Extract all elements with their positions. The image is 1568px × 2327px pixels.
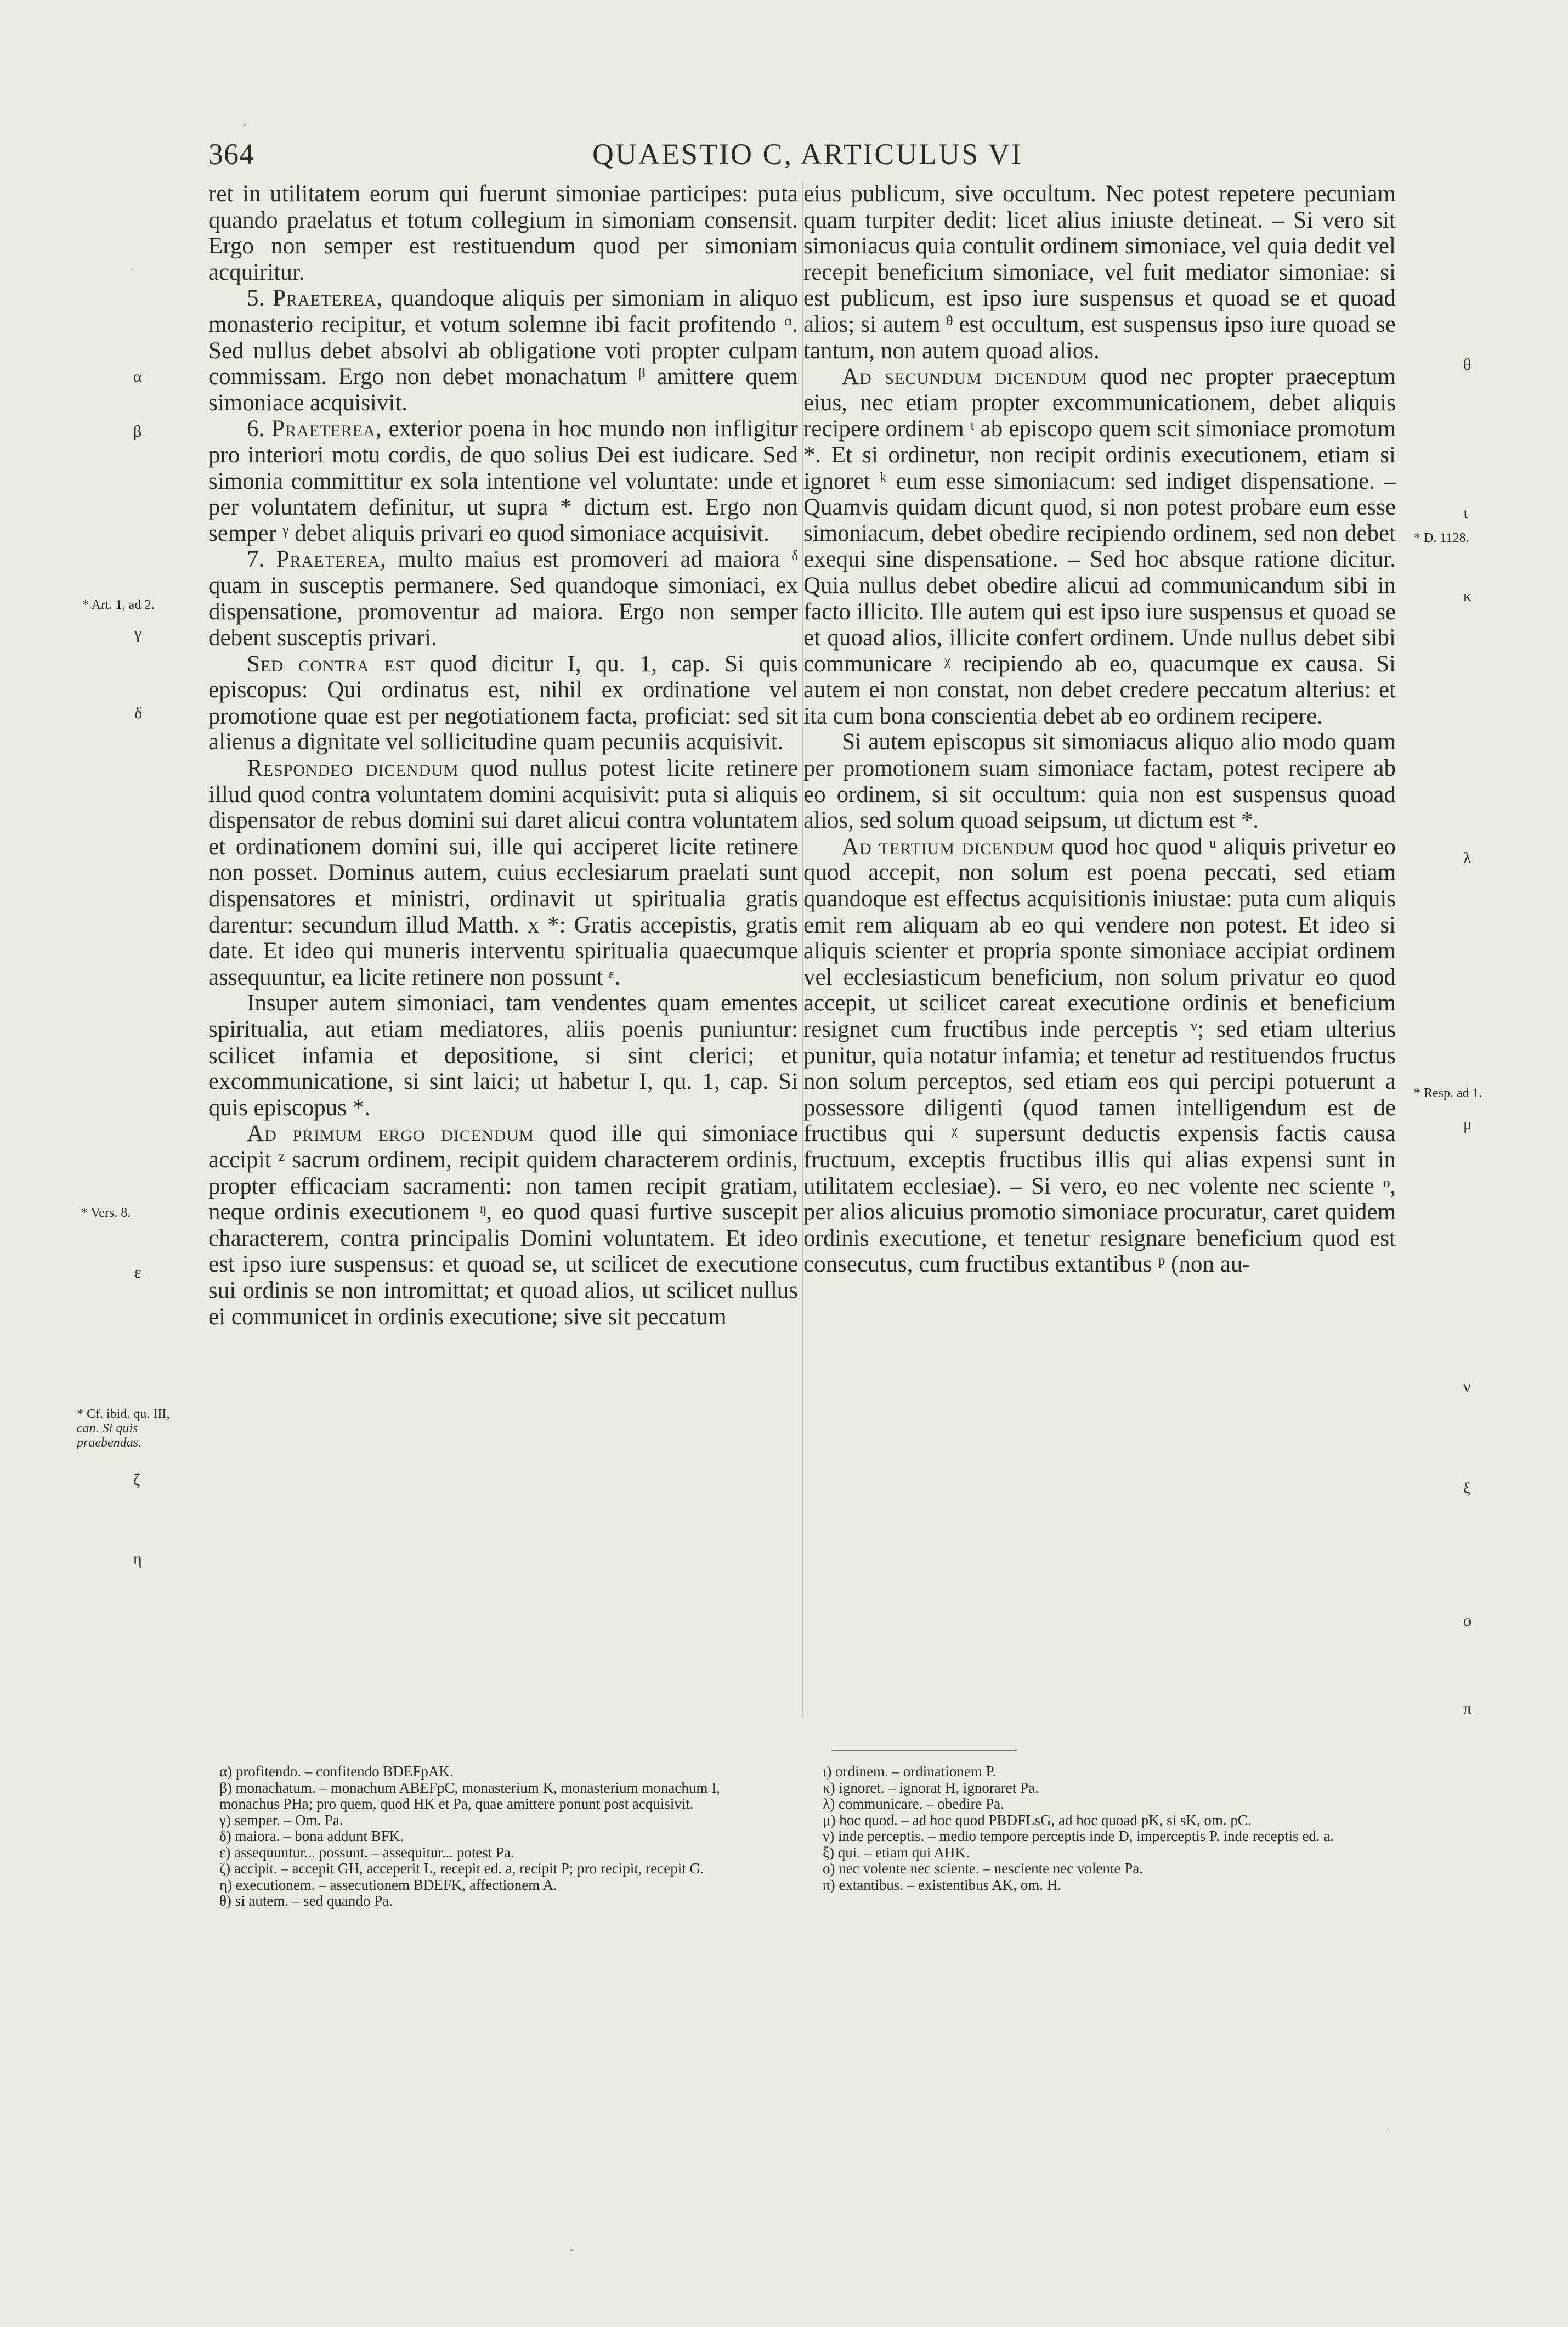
left-text-column [208,181,798,1330]
margin-pi: π [1463,1699,1472,1718]
paragraph [803,364,1396,729]
footnote: ε) assequuntur... possunt. – assequitur... potest Pa. [219,1844,514,1861]
paragraph [208,651,798,755]
running-head: QUAESTIO C, ARTICULUS VI [592,138,1023,171]
footnote-rule [831,1750,1017,1751]
paragraph-text: eius publicum, sive occultum. Nec potest repetere pecuniam quam turpiter dedit: licet alius iniuste detineat. – Si vero sit simoniacus quia contulit ordinem simoniace, vel quia dedit vel recepit beneficium simoniace, vel fuit mediator simoniae: si est publicum, est ipso iure suspensus et quoad se et quoad alios; si autem ᶿ est occultum, est suspensus ipso iure quoad se tantum, non autem quoad alios. [803,181,1396,364]
scan-speck [1388,2128,1389,2130]
paragraph-text: , exterior poena in hoc mundo non infligitur pro interiori motu cordis, de quo solius Dei est iudicare. Sed simonia committitur ex sola intentione vel voluntate: unde et per voluntatem definitur, ut supra * dictum est. Ergo non semper ᵞ debet aliquis privari eo quod simoniace acquisivit. [208,416,798,546]
margin-zeta: ζ [133,1471,140,1489]
lead-phrase: Ad tertium dicendum [842,833,1055,860]
paragraph [803,181,1396,364]
footnote: ξ) qui. – etiam qui AHK. [823,1844,970,1861]
margin-eta: η [133,1550,142,1568]
paragraph-text: , quandoque aliquis per simoniam in aliquo monasterio recipitur, et votum solemne ibi facit profitendo ᵅ. Sed nullus debet absolvi ab obligatione voti propter culpam commissam. Ergo non debet monachatum ᵝ amittere quem simoniace acquisivit. [208,285,798,416]
paragraph [208,1121,798,1330]
paragraph [208,755,798,990]
lead-phrase: Respondeo dicendum [247,755,459,782]
lead-phrase: Praeterea [273,285,377,312]
right-text-column [803,181,1396,1278]
margin-ref-cf-1: * Cf. ibid. qu. III, [77,1407,170,1421]
margin-kappa: κ [1463,587,1472,605]
footnote: ι) ordinem. – ordinationem P. [823,1763,997,1780]
paragraph [208,416,798,546]
lead-phrase: Ad primum ergo dicendum [247,1121,534,1147]
margin-xi: ξ [1463,1479,1471,1497]
margin-ref-cf-2: can. Si quis praebendas. [77,1421,141,1450]
paragraph [208,181,798,285]
margin-iota: ι [1463,504,1468,522]
scan-speck [132,269,133,270]
margin-ref-art: * Art. 1, ad 2. [82,598,155,612]
margin-beta: β [133,422,142,440]
footnote: δ) maiora. – bona addunt BFK. [219,1828,404,1844]
footnotes-left [219,1764,779,1910]
footnote: γ) semper. – Om. Pa. [219,1811,343,1828]
footnote: β) monachatum. – monachum ABEFpC, monasterium K, monasterium monachum I, monachus PHa; pro quem, quod HK et Pa, quae amittere ponunt post acquisivit. [219,1779,720,1812]
paragraph-text: quod hoc quod ᵘ aliquis privetur eo quod accepit, non solum est poena peccati, sed etiam quandoque est effectus acquisitionis iniustae: puta cum aliquis emit rem aliquam ab eo qui vendere non potest. Et ideo si aliquis scienter et propria sponte simoniace accipiat ordinem vel ecclesiasticum beneficium, non solum privatur eo quod accepit, ut scilicet careat executione ordinis et beneficium resignet cum fructibus inde perceptis ᵛ; sed etiam ulterius punitur, quia notatur infamia; et tenetur ad restituendos fructus non solum perceptos, sed etiam eos qui percipi potuerunt a possessore diligenti (quod tamen intelligendum est de fructibus qui ᵡ supersunt deductis expensis factis causa fructuum, exceptis fructibus illis qui alias expensi sunt in utilitatem ecclesiae). – Si vero, eo nec volente nec sciente ᵒ, per alios alicuius promotio simoniace procuratur, caret quidem ordinis executione, et tenetur resignare beneficium quod est consecutus, cum fructibus extantibus ᵖ (non au- [803,833,1396,1278]
paragraph [208,546,798,651]
margin-ref-vers: * Vers. 8. [81,1206,131,1220]
margin-lambda: λ [1463,849,1471,867]
paragraph-text: ret in utilitatem eorum qui fuerunt simoniae participes: puta quando praelatus et totum collegium in simoniam consensit. Ergo non semper est restituendum quod per simoniam acquiritur. [208,181,798,285]
paragraph [208,285,798,416]
margin-delta: δ [134,704,143,722]
footnote: κ) ignoret. – ignorat H, ignoraret Pa. [823,1779,1039,1796]
paragraph [208,990,798,1121]
footnotes-right [823,1764,1393,1893]
margin-omicron: ο [1463,1612,1471,1630]
margin-theta: θ [1463,355,1471,374]
margin-ref-resp: * Resp. ad 1. [1414,1086,1482,1100]
scan-speck [570,2249,573,2251]
paragraph-text: Si autem episcopus sit simoniacus aliquo alio modo quam per promotionem suam simoniace factam, potest recipere ab eo ordinem, si sit occultum: quia non est suspensus quoad alios, sed solum quoad seipsum, ut dictum est *. [803,729,1396,834]
margin-mu: μ [1463,1115,1473,1133]
paragraph-text: Insuper autem simoniaci, tam vendentes quam ementes spiritualia, aut etiam mediatores, aliis poenis puniuntur: scilicet infamia et depositione, si sint clerici; et excommunicatione, si sint laici; ut habetur I, qu. 1, cap. Si quis episcopus *. [208,990,798,1121]
footnote: θ) si autem. – sed quando Pa. [219,1893,393,1909]
lead-phrase: Praeterea [271,416,376,442]
footnote: ζ) accipit. – accepit GH, acceperit L, recepit ed. a, recipit P; pro recipit, recepit G. [219,1860,704,1877]
footnote: π) extantibus. – existentibus AK, om. H. [823,1876,1062,1893]
paragraph [803,729,1396,833]
margin-nu: ν [1463,1377,1471,1396]
article-number: 6. [247,416,272,442]
paragraph-text: quod nullus potest licite retinere illud quod contra voluntatem domini acquisivit: puta si aliquis dispensator de rebus domini sui daret alicui contra voluntatem et ordinationem domini sui, ille qui acciperet licite retinere non posset. Dominus autem, cuius ecclesiarum praelati sunt dispensatores et ministri, ordinavit ut spiritualia gratis darentur: secundum illud Matth. x *: Gratis accepistis, gratis date. Et ideo qui muneris interventu spiritualia quaecumque assequuntur, ea licite retinere non possunt ᵋ. [208,755,798,990]
footnote: ν) inde perceptis. – medio tempore perceptis inde D, imperceptis P. inde receptis ed. a. [823,1828,1334,1844]
footnote: η) executionem. – assecutionem BDEFK, affectionem A. [219,1876,557,1893]
paragraph [803,834,1396,1278]
margin-ref-d: * D. 1128. [1414,531,1469,545]
paragraph-text: quod ille qui simoniace accipit ᶻ sacrum ordinem, recipit quidem characterem ordinis, propter efficaciam sacramenti: non tamen recipit gratiam, neque ordinis executionem ᵑ, eo quod quasi furtive suscepit characterem, contra principalis Domini voluntatem. Et ideo est ipso iure suspensus: et quoad se, ut scilicet de executione sui ordinis se non intromittat; et quoad alios, ut scilicet nullus ei communicet in ordinis executione; sive sit peccatum [208,1121,798,1330]
margin-gamma: γ [134,624,142,642]
margin-epsilon: ε [134,1263,141,1281]
lead-phrase: Ad secundum dicendum [842,364,1088,390]
article-number: 7. [247,546,276,573]
page-header [208,137,1382,178]
paragraph-text: quod dicitur I, qu. 1, cap. Si quis episcopus: Qui ordinatus est, nihil ex ordinatione vel promotione quae est per negotiationem facta, proficiat: sed sit alienus a dignitate vel sollicitudine quam pecuniis acquisivit. [208,651,798,755]
footnote: λ) communicare. – obedire Pa. [823,1795,1004,1812]
scan-speck [244,124,246,126]
footnote: ο) nec volente nec sciente. – nesciente nec volente Pa. [823,1860,1143,1877]
lead-phrase: Sed contra est [247,651,416,677]
article-number: 5. [247,285,273,312]
footnote: α) profitendo. – confitendo BDEFpAK. [219,1763,454,1780]
paragraph-text: quod nec propter praeceptum eius, nec etiam propter excommunicationem, debet aliquis recipere ordinem ᶥ ab episcopo quem scit simoniace promotum *. Et si ordinetur, non recipit ordinis executionem, etiam si ignoret ᵏ eum esse simoniacum: sed indiget dispensatione. – Quamvis quidam dicunt quod, si non potest probare eum esse simoniacum, debet obedire recipiendo ordinem, sed non debet exequi sine dispensatione. – Sed hoc absque ratione dicitur. Quia nullus debet obedire alicui ad communicandum sibi in facto illicito. Ille autem qui est ipso iure suspensus et quoad se et quoad alios, illicite confert ordinem. Unde nullus debet sibi communicare ᵡ recipiendo ab eo, quacumque ex causa. Si autem ei non constat, non debet credere peccatum alterius: et ita cum bona conscientia debet ab eo ordinem recipere. [803,364,1396,729]
page-number: 364 [208,138,254,171]
margin-alpha: α [133,368,142,386]
paragraph-text: , multo maius est promoveri ad maiora ᵟ quam in susceptis permanere. Sed quandoque simoniaci, ex dispensatione, promoventur ad maiora. Ergo non semper debent susceptis privari. [208,546,798,651]
lead-phrase: Praeterea [276,546,381,573]
footnote: μ) hoc quod. – ad hoc quod PBDFLsG, ad hoc quoad pK, si sK, om. pC. [823,1811,1252,1828]
